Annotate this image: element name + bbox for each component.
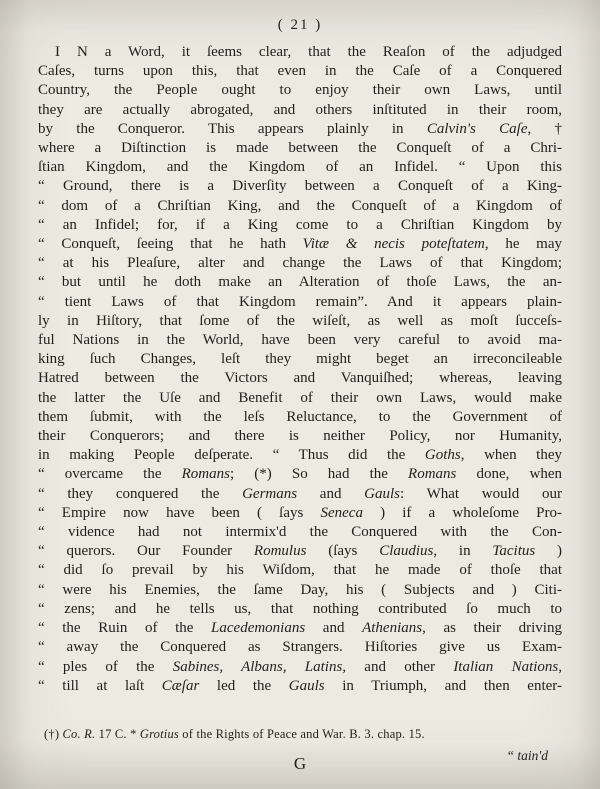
roman-text: king ſuch Changes, leſt they might beget an irreconcileable bbox=[38, 351, 562, 368]
italic-text: Cæſar bbox=[161, 677, 200, 694]
roman-text: , as their driving bbox=[422, 620, 562, 637]
text-line bbox=[38, 369, 562, 388]
roman-text: “ away the Conquered as Strangers. Hiſtories give us Exam- bbox=[38, 639, 562, 656]
text-line bbox=[38, 465, 562, 484]
italic-text: Sabines, Albans, Latins, bbox=[172, 658, 347, 675]
roman-text: “ ples of the bbox=[38, 658, 173, 675]
text-line bbox=[38, 523, 562, 542]
text-line bbox=[38, 101, 562, 120]
text-line bbox=[38, 216, 562, 235]
text-line bbox=[38, 658, 562, 677]
italic-text: Gauls bbox=[364, 485, 401, 502]
roman-text: ful Nations in the World, have been very careful to avoid ma- bbox=[38, 332, 562, 349]
text-line bbox=[38, 235, 562, 254]
italic-text: Seneca bbox=[320, 504, 363, 521]
text-line bbox=[38, 581, 562, 600]
body-text bbox=[38, 43, 562, 696]
roman-text: Country, the People ought to enjoy their own Laws, until bbox=[38, 82, 562, 99]
text-line bbox=[38, 427, 562, 446]
italic-text: Romans bbox=[408, 466, 457, 483]
roman-text: ) bbox=[535, 543, 562, 560]
roman-text: : What would our bbox=[400, 485, 562, 502]
roman-text: “ the Ruin of the bbox=[38, 620, 212, 637]
catchword: “ tain'd bbox=[506, 748, 548, 763]
roman-text: “ an Infidel; for, if a King come to a Chriſtian Kingdom by bbox=[38, 216, 562, 233]
text-line bbox=[38, 62, 562, 81]
roman-text: , in bbox=[433, 543, 493, 560]
page-number: ( 21 ) bbox=[277, 17, 323, 33]
roman-text: “ querors. Our Founder bbox=[38, 543, 254, 560]
roman-text: done, when bbox=[456, 466, 563, 483]
roman-text: I N a Word, it ſeems clear, that the Reaſon of the adjudged bbox=[55, 44, 562, 60]
roman-text: “ were his Enemies, the ſame Day, his ( Subjects and ) Citi- bbox=[38, 581, 562, 598]
roman-text: (ſays bbox=[306, 543, 380, 560]
roman-text: “ Ground, there is a Diverſity between a Conqueſt of a King- bbox=[38, 178, 562, 195]
roman-text: and bbox=[305, 620, 363, 637]
page-footer bbox=[38, 748, 562, 778]
italic-text: Goths bbox=[424, 447, 461, 464]
text-line bbox=[38, 197, 562, 216]
italic-text: Germans bbox=[242, 485, 298, 502]
roman-text: of the Rights of Peace and War. B. 3. chap. 15. bbox=[178, 727, 425, 741]
roman-text: “ tient Laws of that Kingdom remain”. And it appears plain- bbox=[38, 293, 562, 310]
roman-text: “ zens; and he tells us, that nothing contributed ſo much to bbox=[38, 600, 562, 617]
italic-text: Co. R. bbox=[62, 727, 96, 741]
roman-text: their Conquerors; and there is neither Policy, nor Humanity, bbox=[38, 428, 562, 445]
roman-text: led the bbox=[199, 677, 289, 694]
roman-text: “ Conqueſt, ſeeing that he hath bbox=[38, 236, 303, 253]
text-line bbox=[38, 561, 562, 580]
roman-text: , bbox=[558, 658, 562, 675]
roman-text: , when they bbox=[460, 447, 562, 464]
text-line bbox=[38, 619, 562, 638]
roman-text: in Triumph, and then enter- bbox=[324, 677, 562, 694]
roman-text: Caſes, turns upon this, that even in the Caſe of a Conquered bbox=[38, 63, 562, 80]
text-line bbox=[38, 677, 562, 696]
footnote bbox=[44, 727, 562, 742]
italic-text: Vitæ & necis poteſtatem bbox=[302, 236, 485, 253]
italic-text: Tacitus bbox=[492, 543, 536, 560]
text-line bbox=[38, 350, 562, 369]
text-line bbox=[38, 293, 562, 312]
roman-text: they are actually abrogated, and others inſtituted in their room, bbox=[38, 101, 562, 118]
text-line bbox=[38, 81, 562, 100]
text-line bbox=[38, 389, 562, 408]
roman-text: them ſubmit, with the leſs Reluctance, to the Government of bbox=[38, 408, 562, 425]
italic-text: Italian Nations bbox=[453, 658, 559, 675]
roman-text: “ vidence had not intermix'd the Conquered with the Con- bbox=[38, 524, 562, 541]
text-line bbox=[38, 177, 562, 196]
roman-text: “ dom of a Chriſtian King, and the Conqueſt of a Kingdom of bbox=[38, 197, 562, 214]
italic-text: Grotius bbox=[139, 727, 179, 741]
italic-text: Romulus bbox=[253, 543, 307, 560]
text-line bbox=[38, 120, 562, 139]
roman-text: “ did ſo prevail by his Wiſdom, that he made of thoſe that bbox=[38, 562, 562, 579]
roman-text: by the Conqueror. This appears plainly in bbox=[38, 120, 427, 137]
text-line bbox=[38, 485, 562, 504]
roman-text: “ overcame the bbox=[38, 466, 182, 483]
roman-text: “ they conquered the bbox=[38, 485, 243, 502]
roman-text: “ till at laſt bbox=[38, 677, 162, 694]
text-line bbox=[38, 408, 562, 427]
roman-text: “ at his Pleaſure, alter and change the Laws of that Kingdom; bbox=[38, 255, 562, 272]
italic-text: Claudius bbox=[379, 543, 434, 560]
roman-text: in making People deſperate. “ Thus did the bbox=[38, 447, 425, 464]
roman-text: , † bbox=[527, 120, 563, 137]
text-line bbox=[38, 43, 562, 62]
roman-text: ly in Hiſtory, that ſome of the wiſeſt, as well as moſt ſucceſs- bbox=[38, 312, 562, 329]
italic-text: Athenians bbox=[362, 620, 423, 637]
text-line bbox=[38, 542, 562, 561]
text-line bbox=[38, 312, 562, 331]
roman-text: Hatred between the Victors and Vanquiſhed; whereas, leaving bbox=[38, 370, 562, 387]
signature-mark: G bbox=[293, 754, 307, 773]
italic-text: Calvin's Caſe bbox=[426, 120, 528, 137]
roman-text: “ Empire now have been ( ſays bbox=[38, 504, 321, 521]
italic-text: Lacedemonians bbox=[211, 620, 306, 637]
roman-text: where a Diſtinction is made between the Conqueſt of a Chri- bbox=[38, 140, 562, 157]
roman-text: “ but until he doth make an Alteration of thoſe Laws, the an- bbox=[38, 274, 562, 291]
text-line bbox=[38, 254, 562, 273]
roman-text: ; (*) So had the bbox=[229, 466, 409, 483]
italic-text: Gauls bbox=[288, 677, 325, 694]
roman-text: 17 C. * bbox=[95, 727, 140, 741]
roman-text: (†) bbox=[44, 727, 63, 741]
text-line bbox=[38, 273, 562, 292]
text-line bbox=[38, 139, 562, 158]
text-line bbox=[38, 446, 562, 465]
roman-text: ) if a wholeſome Pro- bbox=[362, 504, 562, 521]
roman-text: and bbox=[297, 485, 365, 502]
roman-text: and other bbox=[346, 658, 454, 675]
text-line bbox=[38, 158, 562, 177]
text-line bbox=[38, 600, 562, 619]
roman-text: ſtian Kingdom, and the Kingdom of an Infidel. “ Upon this bbox=[38, 159, 562, 176]
text-line bbox=[38, 504, 562, 523]
text-line bbox=[38, 331, 562, 350]
roman-text: , he may bbox=[484, 236, 562, 253]
roman-text: the latter the Uſe and Benefit of their own Laws, would make bbox=[38, 389, 562, 406]
text-line bbox=[38, 638, 562, 657]
italic-text: Romans bbox=[181, 466, 230, 483]
